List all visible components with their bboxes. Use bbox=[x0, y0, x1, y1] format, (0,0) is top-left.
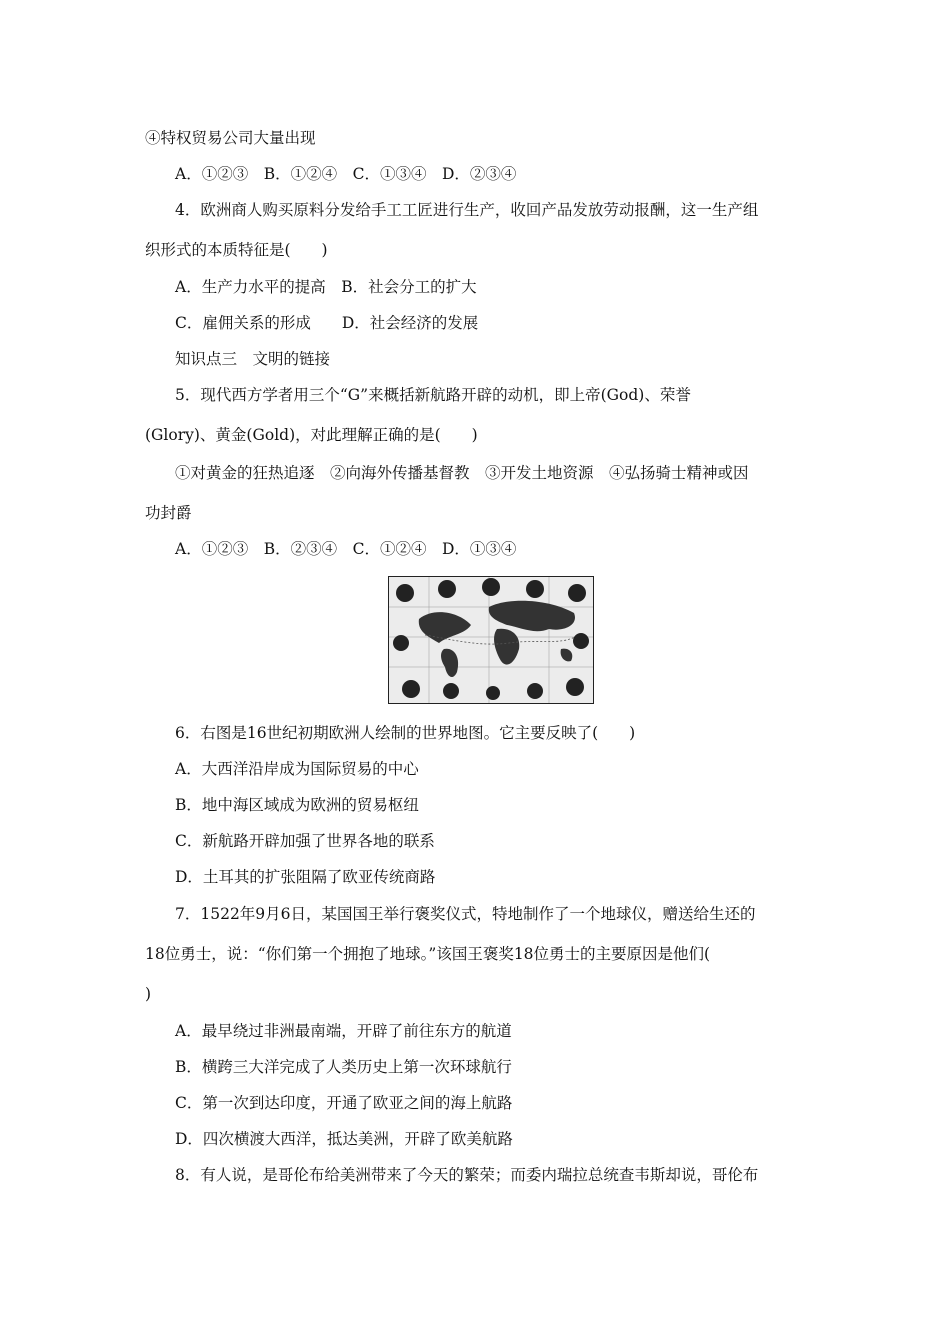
question-7-option-a: A．最早绕过非洲最南端，开辟了前往东方的航道 bbox=[175, 1022, 512, 1040]
question-5-options: ①对黄金的狂热追逐 ②向海外传播基督教 ③开发土地资源 ④弘扬骑士精神或因 bbox=[175, 464, 749, 482]
option-line-4: ④特权贸易公司大量出现 bbox=[145, 129, 316, 147]
question-6-stem: 6．右图是16世纪初期欧洲人绘制的世界地图。它主要反映了( ) bbox=[175, 724, 636, 742]
question-7-stem: 7．1522年9月6日，某国国王举行褒奖仪式，特地制作了一个地球仪，赠送给生还的 bbox=[175, 905, 756, 923]
question-4-stem: 4．欧洲商人购买原料分发给手工工匠进行生产，收回产品发放劳动报酬，这一生产组 bbox=[175, 201, 759, 219]
question-5-stem-cont: (Glory)、黄金(Gold)，对此理解正确的是( ) bbox=[145, 426, 478, 444]
question-5-stem: 5．现代西方学者用三个“G”来概括新航路开辟的动机，即上帝(God)、荣誉 bbox=[175, 386, 691, 404]
question-6-option-b: B．地中海区域成为欧洲的贸易枢纽 bbox=[175, 796, 419, 814]
answer-choices-q4-ab: A．生产力水平的提高 B．社会分工的扩大 bbox=[175, 278, 477, 296]
question-7-stem-cont: 18位勇士，说：“你们第一个拥抱了地球。”该国王褒奖18位勇士的主要原因是他们( bbox=[145, 945, 711, 963]
question-6-option-c: C．新航路开辟加强了世界各地的联系 bbox=[175, 832, 435, 850]
section-heading: 知识点三 文明的链接 bbox=[175, 350, 331, 368]
question-7-stem-end: ) bbox=[145, 985, 152, 1003]
question-6-option-a: A．大西洋沿岸成为国际贸易的中心 bbox=[175, 760, 419, 778]
question-4-stem-cont: 织形式的本质特征是( ) bbox=[145, 241, 328, 259]
question-5-options-cont: 功封爵 bbox=[145, 504, 192, 522]
answer-choices-q5: A．①②③ B．②③④ C．①②④ D．①③④ bbox=[175, 540, 517, 558]
world-map-figure bbox=[388, 576, 594, 704]
answer-choices-q4-cd: C．雇佣关系的形成 D．社会经济的发展 bbox=[175, 314, 479, 332]
question-6-option-d: D．土耳其的扩张阻隔了欧亚传统商路 bbox=[175, 868, 436, 886]
question-8-stem: 8．有人说，是哥伦布给美洲带来了今天的繁荣；而委内瑞拉总统查韦斯却说，哥伦布 bbox=[175, 1166, 759, 1184]
question-7-option-d: D．四次横渡大西洋，抵达美洲，开辟了欧美航路 bbox=[175, 1130, 513, 1148]
question-7-option-b: B．横跨三大洋完成了人类历史上第一次环球航行 bbox=[175, 1058, 512, 1076]
question-7-option-c: C．第一次到达印度，开通了欧亚之间的海上航路 bbox=[175, 1094, 513, 1112]
answer-choices-q3: A．①②③ B．①②④ C．①③④ D．②③④ bbox=[175, 165, 517, 183]
